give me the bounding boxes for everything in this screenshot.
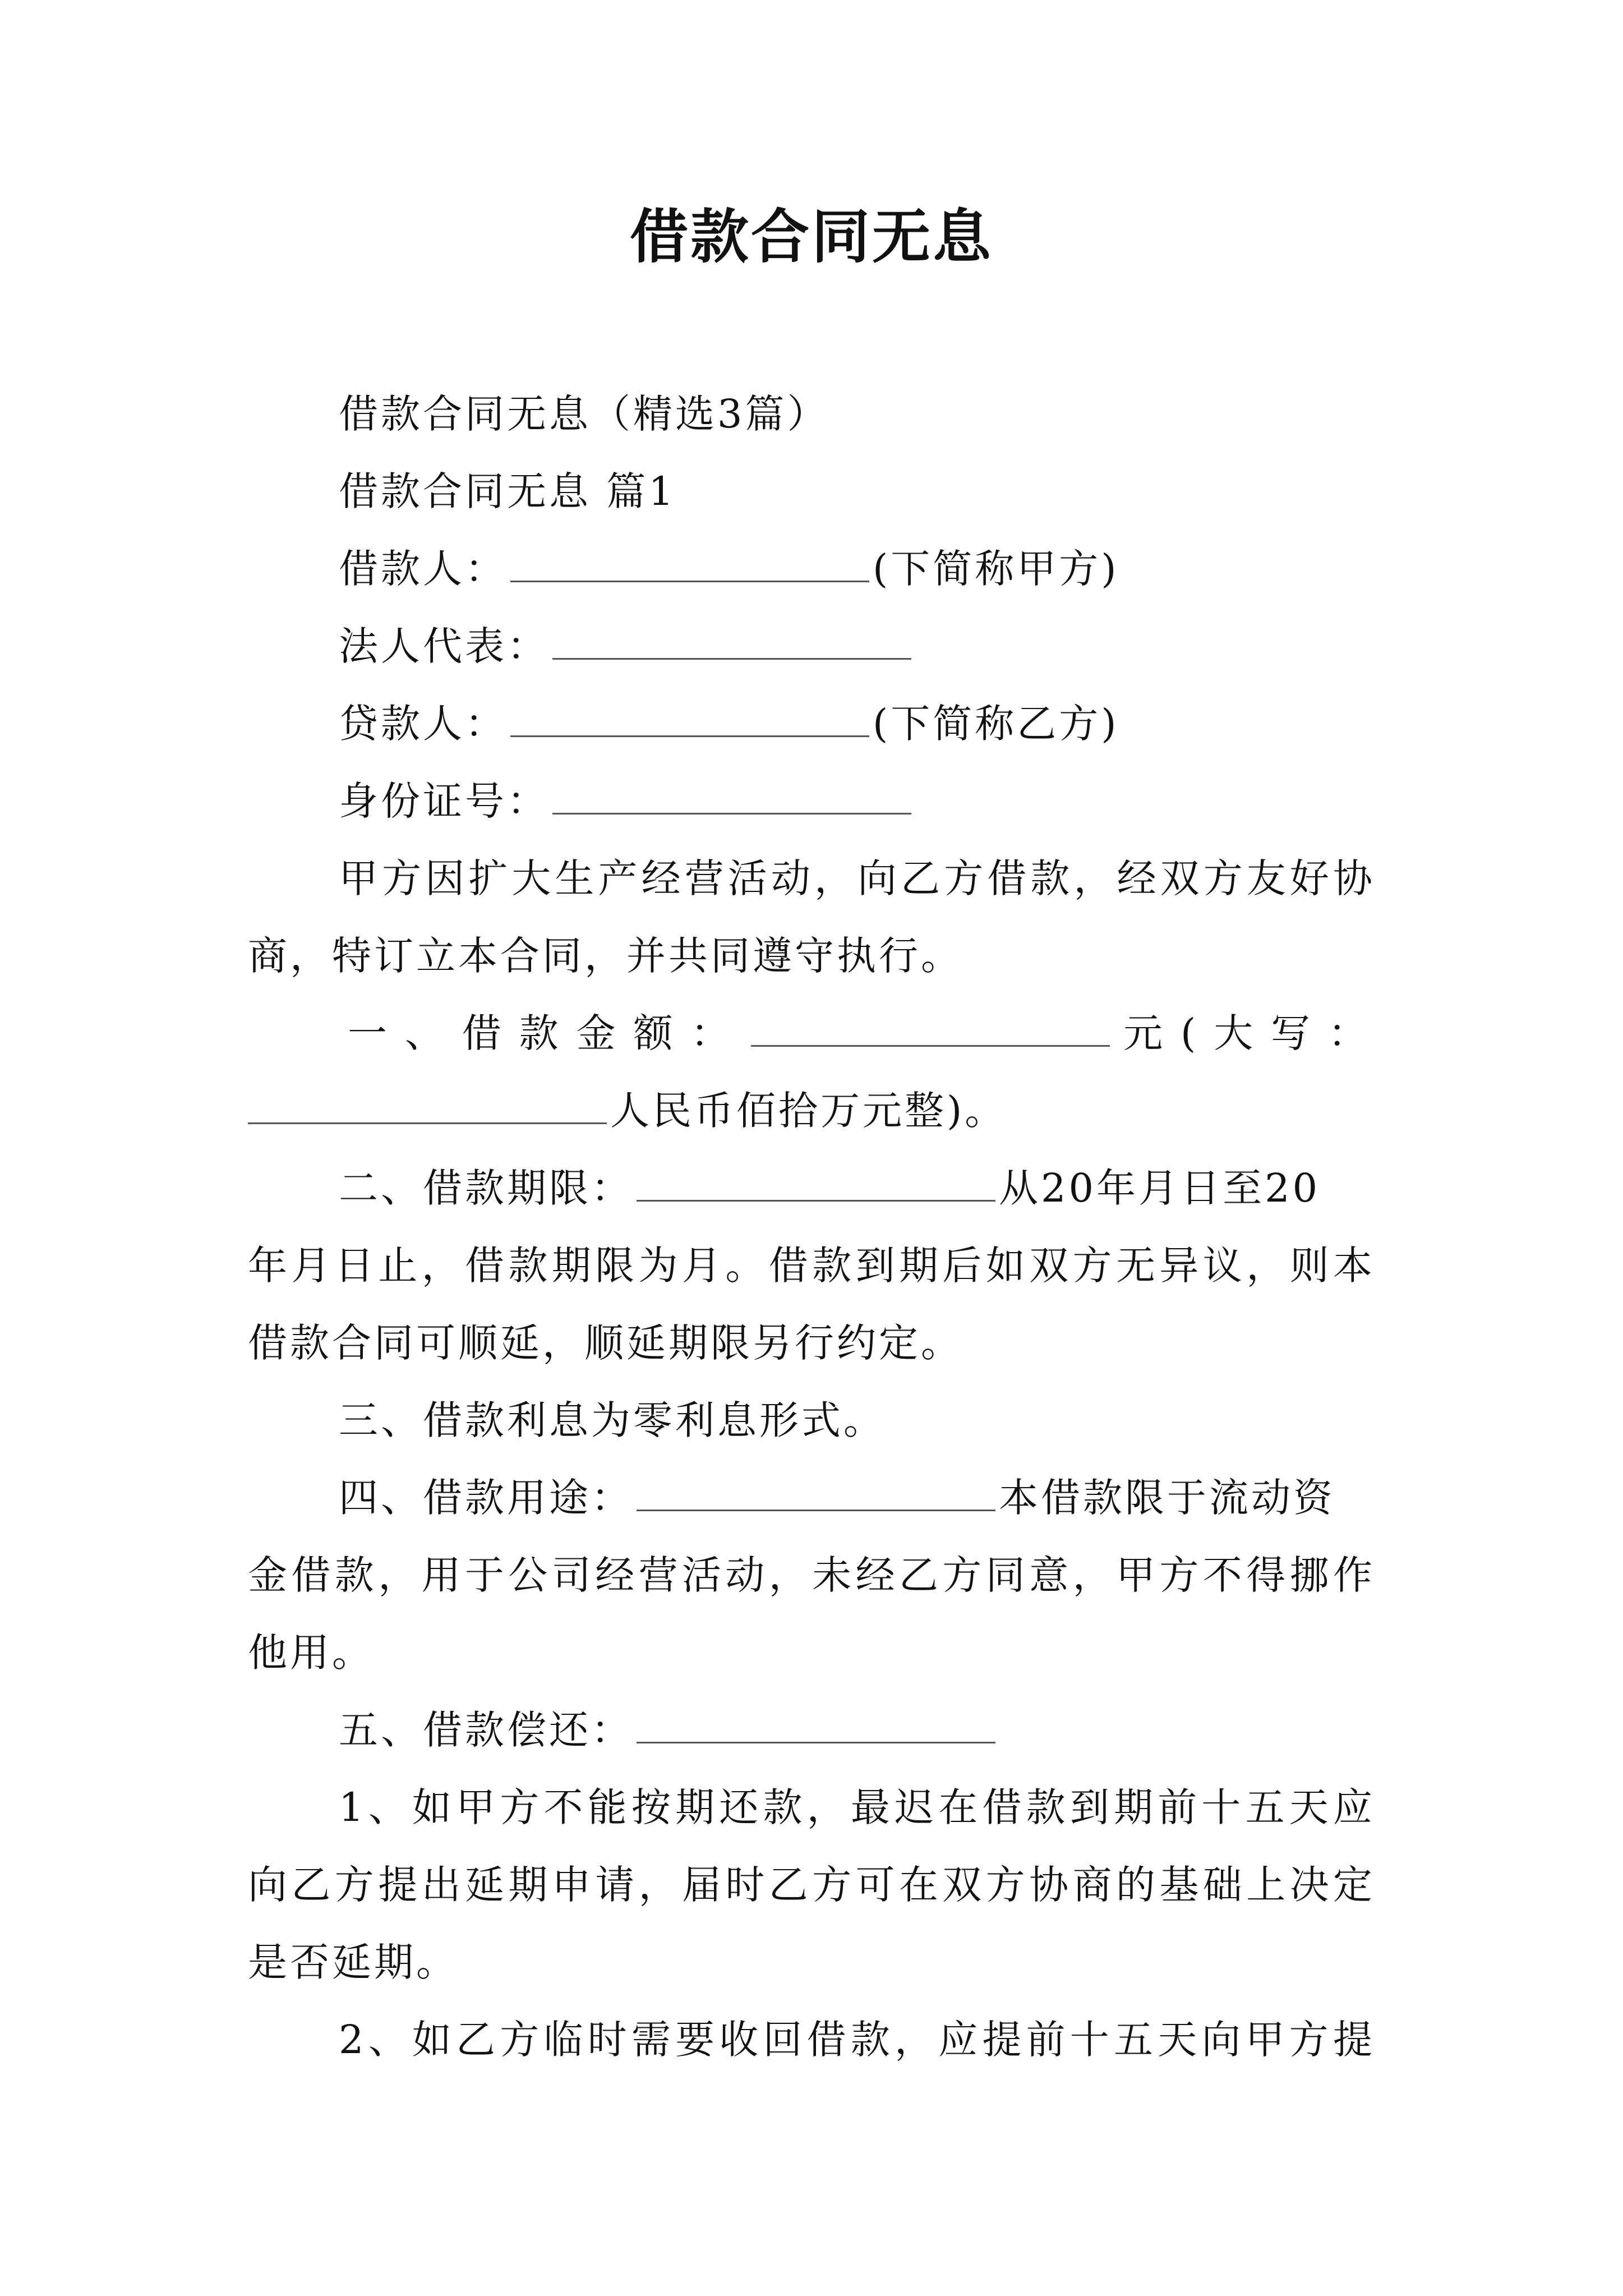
legal-rep-line [339,623,1375,670]
item-1-line-2: 向乙方提出延期申请，届时乙方可在双方协商的基础上决定 [248,1862,1375,1908]
borrower-note: (下简称甲方) [873,546,1119,592]
article-4-tail: 本借款限于流动资 [999,1475,1335,1521]
article-4-line [339,1474,1375,1521]
article-3: 三、借款利息为零利息形式。 [339,1397,886,1443]
subtitle: 借款合同无息（精选3篇） [339,391,829,437]
id-blank [552,778,911,815]
article-1-mid: 元(大写： [1113,1010,1375,1056]
item-1-line-3: 是否延期。 [248,1939,458,1985]
lender-label: 贷款人： [339,701,507,747]
borrower-label: 借款人： [339,546,507,592]
lender-note: (下简称乙方) [873,701,1119,747]
document-title: 借款合同无息 [629,203,993,271]
article-2-line-3: 借款合同可顺延，顺延期限另行约定。 [248,1320,963,1366]
article-2-label: 二、借款期限： [339,1165,633,1211]
legal-rep-label: 法人代表： [339,623,549,669]
article-1-label: 一、借款金额： [348,1010,748,1056]
intro-paragraph: 甲方因扩大生产经营活动，向乙方借款，经双方友好协 [339,855,1375,901]
id-line [339,777,1375,825]
item-2-line-1: 2、如乙方临时需要收回借款，应提前十五天向甲方提 [339,2017,1375,2063]
lender-blank [510,701,869,737]
article-2-line [339,1165,1375,1212]
intro-paragraph-cont: 商，特订立本合同，并共同遵守执行。 [248,933,963,979]
article-5-line [339,1706,1375,1754]
article-2-tail: 从20年月日至20 [999,1165,1321,1211]
term-blank [637,1165,995,1202]
article-2-line-2: 年月日止，借款期限为月。借款到期后如双方无异议，则本 [248,1243,1375,1289]
article-5-label: 五、借款偿还： [339,1707,633,1753]
item-1-line-1: 1、如甲方不能按期还款，最迟在借款到期前十五天应 [339,1784,1375,1830]
repayment-blank [637,1707,995,1743]
article-1-tail: 人民币佰拾万元整)。 [610,1088,1007,1134]
id-label: 身份证号： [339,778,549,824]
purpose-blank [637,1475,995,1511]
lender-line [339,700,1375,747]
legal-rep-blank [552,623,911,660]
article-1-line [348,1010,1375,1057]
amount-blank [751,1010,1110,1047]
amount-capital-blank [248,1088,607,1124]
borrower-line [339,545,1375,592]
article-1-line-2 [248,1087,1375,1134]
article-4-label: 四、借款用途： [339,1475,633,1521]
article-4-line-3: 他用。 [248,1630,374,1676]
borrower-blank [510,546,869,582]
section-heading: 借款合同无息 篇1 [339,468,676,514]
article-4-line-2: 金借款，用于公司经营活动，未经乙方同意，甲方不得挪作 [248,1552,1375,1598]
